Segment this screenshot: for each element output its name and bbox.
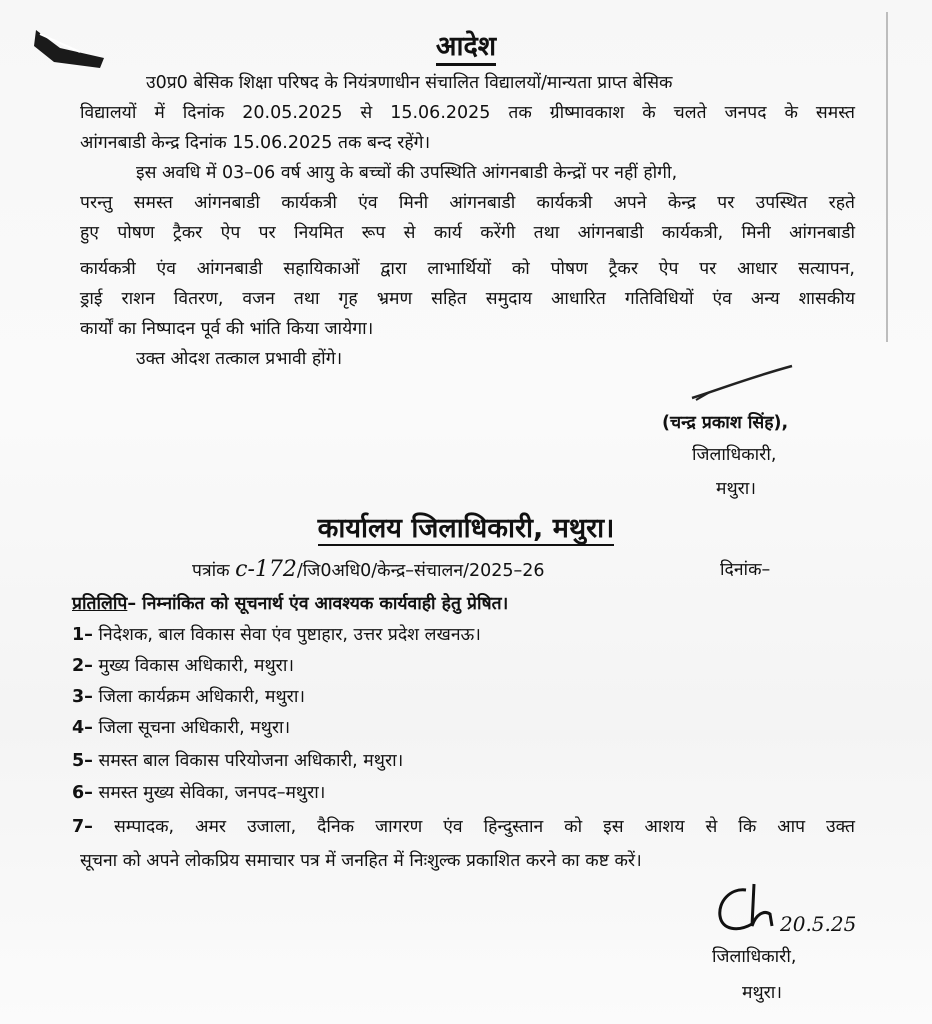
copy-item: 6– समस्त मुख्य सेविका, जनपद–मथुरा। bbox=[72, 783, 326, 803]
para1-line1: उ0प्र0 बेसिक शिक्षा परिषद के नियंत्रणाधीन संचालित विद्यालयों/मान्यता प्राप्त बेसिक bbox=[146, 73, 673, 93]
copy-item-7-line2: सूचना को अपने लोकप्रिय समाचार पत्र में जनहित में निःशुल्क प्रकाशित करने का कष्ट करें। bbox=[80, 851, 642, 871]
para3: उक्त ओदश तत्काल प्रभावी होंगे। bbox=[136, 349, 343, 369]
para2-line3: हुए पोषण ट्रैकर ऐप पर नियमित रूप से कार्य करेंगी तथा आंगनबाडी कार्यकत्री, मिनी आंगनबाडी bbox=[80, 223, 855, 243]
signatory2-place: मथुरा। bbox=[742, 983, 782, 1003]
copy-item-7-line1: 7– सम्पादक, अमर उजाला, दैनिक जागरण एंव हिन्दुस्तान को इस आशय से कि आप उक्त bbox=[72, 817, 855, 837]
copy-label: प्रतिलिपि bbox=[72, 594, 128, 614]
signature-date: 20.5.25 bbox=[780, 912, 857, 936]
para2-line4: कार्यकत्री एंव आंगनबाडी सहायिकाओं द्वारा लाभार्थियों को पोषण ट्रैकर ऐप पर आधार सत्यापन, bbox=[80, 259, 855, 279]
office-title: कार्यालय जिलाधिकारी, मथुरा। bbox=[317, 513, 615, 544]
signature-mark bbox=[688, 362, 798, 406]
para2-line1: इस अवधि में 03–06 वर्ष आयु के बच्चों की उपस्थिति आंगनबाडी केन्द्रों पर नहीं होगी, bbox=[136, 163, 678, 183]
signatory1-place: मथुरा। bbox=[716, 479, 756, 499]
signatory1-designation: जिलाधिकारी, bbox=[692, 445, 777, 465]
para2-line6: कार्यों का निष्पादन पूर्व की भांति किया जायेगा। bbox=[80, 319, 374, 339]
copy-item: 5– समस्त बाल विकास परियोजना अधिकारी, मथुरा। bbox=[72, 751, 404, 771]
letter-number: पत्रांक c-172/जि0अधि0/केन्द्र–संचालन/2025–26 bbox=[192, 557, 545, 582]
order-title: आदेश bbox=[0, 26, 932, 63]
para2-line5: ड्राई राशन वितरण, वजन तथा गृह भ्रमण सहित समुदाय आधारित गतिविधियों एंव अन्य शासकीय bbox=[80, 289, 855, 309]
para1-line3: आंगनबाडी केन्द्र दिनांक 15.06.2025 तक बन्द रहेंगे। bbox=[80, 133, 431, 153]
copy-item: 4– जिला सूचना अधिकारी, मथुरा। bbox=[72, 718, 291, 738]
letter-handwritten-number: c-172 bbox=[235, 557, 297, 582]
para2-line2: परन्तु समस्त आंगनबाडी कार्यकत्री एंव मिनी आंगनबाडी कार्यकत्री अपने केन्द्र पर उपस्थित रहते bbox=[80, 193, 855, 213]
date-label: दिनांक– bbox=[720, 560, 771, 580]
signatory1-name: (चन्द्र प्रकाश सिंह), bbox=[662, 413, 789, 433]
copy-intro: प्रतिलिपि– निम्नांकित को सूचनार्थ एंव आवश्यक कार्यवाही हेतु प्रेषित। bbox=[72, 594, 509, 614]
signatory2-designation: जिलाधिकारी, bbox=[712, 947, 797, 967]
copy-item: 3– जिला कार्यक्रम अधिकारी, मथुरा। bbox=[72, 687, 306, 707]
copy-item: 2– मुख्य विकास अधिकारी, मथुरा। bbox=[72, 656, 294, 676]
copy-item: 1– निदेशक, बाल विकास सेवा एंव पुष्टाहार, उत्तर प्रदेश लखनऊ। bbox=[72, 625, 481, 645]
para1-line2: विद्यालयों में दिनांक 20.05.2025 से 15.06.2025 तक ग्रीष्मावकाश के चलते जनपद के समस्त bbox=[80, 103, 855, 123]
